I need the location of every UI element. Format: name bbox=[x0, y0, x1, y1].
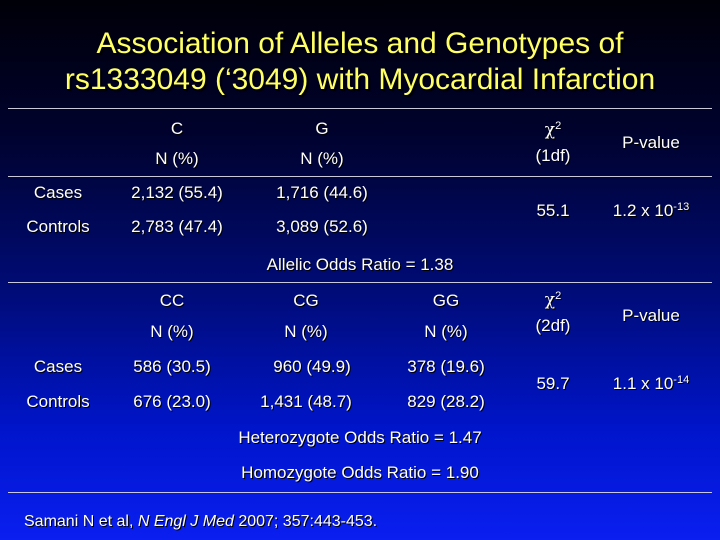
col-header-g: G bbox=[315, 119, 329, 138]
title-line-2: rs1333049 (‘3049) with Myocardial Infarction bbox=[64, 63, 656, 96]
pvalue-genotype-exponent: -14 bbox=[673, 374, 690, 386]
homozygote-odds-ratio: Homozygote Odds Ratio = 1.90 bbox=[241, 463, 479, 482]
cell-controls-cc: 676 (23.0) bbox=[133, 392, 211, 411]
cell-cases-gg: 378 (19.6) bbox=[407, 357, 485, 376]
cell-cases-cg: 960 (49.9) bbox=[273, 357, 351, 376]
cell-cases-cc: 586 (30.5) bbox=[133, 357, 211, 376]
allelic-odds-ratio: Allelic Odds Ratio = 1.38 bbox=[266, 255, 454, 274]
cell-cases-c: 2,132 (55.4) bbox=[131, 183, 223, 202]
slide-title bbox=[0, 26, 720, 98]
pvalue-genotype-base: 1.1 x 10 bbox=[612, 374, 674, 393]
cell-controls-gg: 829 (28.2) bbox=[407, 392, 485, 411]
citation bbox=[24, 512, 377, 532]
chi-square-header bbox=[545, 120, 561, 140]
citation-journal: N Engl J Med bbox=[137, 513, 234, 530]
chi-superscript: 2 bbox=[555, 120, 562, 132]
chi-symbol: χ bbox=[544, 120, 556, 140]
chi-square-header-genotype bbox=[545, 290, 561, 310]
chi-df-label: (1df) bbox=[535, 146, 571, 165]
col-header-cg: CG bbox=[293, 291, 319, 310]
cell-controls-c: 2,783 (47.4) bbox=[131, 217, 223, 236]
citation-authors: Samani N et al, bbox=[24, 513, 138, 530]
row-label-controls: Controls bbox=[26, 217, 90, 236]
title-line-1: Association of Alleles and Genotypes of bbox=[96, 27, 624, 60]
divider-bottom bbox=[8, 492, 712, 493]
col-header-cc: CC bbox=[159, 291, 185, 310]
chi-symbol-genotype: χ bbox=[544, 290, 556, 310]
heterozygote-odds-ratio: Heterozygote Odds Ratio = 1.47 bbox=[238, 428, 482, 447]
pvalue-header-genotype: P-value bbox=[622, 306, 680, 325]
pvalue-allelic bbox=[613, 201, 689, 221]
col-subheader-cc: N (%) bbox=[150, 322, 194, 341]
pvalue-genotype bbox=[613, 374, 689, 394]
col-subheader-cg: N (%) bbox=[284, 322, 328, 341]
row-label-controls-genotype: Controls bbox=[26, 392, 90, 411]
col-subheader-gg: N (%) bbox=[424, 322, 468, 341]
citation-details: 2007; 357:443-453. bbox=[233, 513, 378, 530]
cell-controls-g: 3,089 (52.6) bbox=[276, 217, 368, 236]
row-label-cases: Cases bbox=[33, 183, 83, 202]
divider-allelic-header bbox=[8, 176, 712, 177]
chi-superscript-genotype: 2 bbox=[555, 290, 562, 302]
cell-controls-cg: 1,431 (48.7) bbox=[260, 392, 352, 411]
col-subheader-g: N (%) bbox=[300, 149, 344, 168]
divider-top bbox=[8, 108, 712, 109]
col-header-gg: GG bbox=[432, 291, 460, 310]
chi-value-genotype: 59.7 bbox=[536, 374, 570, 393]
pvalue-allelic-base: 1.2 x 10 bbox=[612, 201, 674, 220]
chi-df-label-genotype: (2df) bbox=[535, 316, 571, 335]
col-header-c: C bbox=[170, 119, 184, 138]
row-label-cases-genotype: Cases bbox=[33, 357, 83, 376]
divider-middle bbox=[8, 282, 712, 283]
col-subheader-c: N (%) bbox=[155, 149, 199, 168]
pvalue-header: P-value bbox=[622, 133, 680, 152]
pvalue-allelic-exponent: -13 bbox=[673, 201, 690, 213]
cell-cases-g: 1,716 (44.6) bbox=[276, 183, 368, 202]
chi-value-allelic: 55.1 bbox=[536, 201, 570, 220]
